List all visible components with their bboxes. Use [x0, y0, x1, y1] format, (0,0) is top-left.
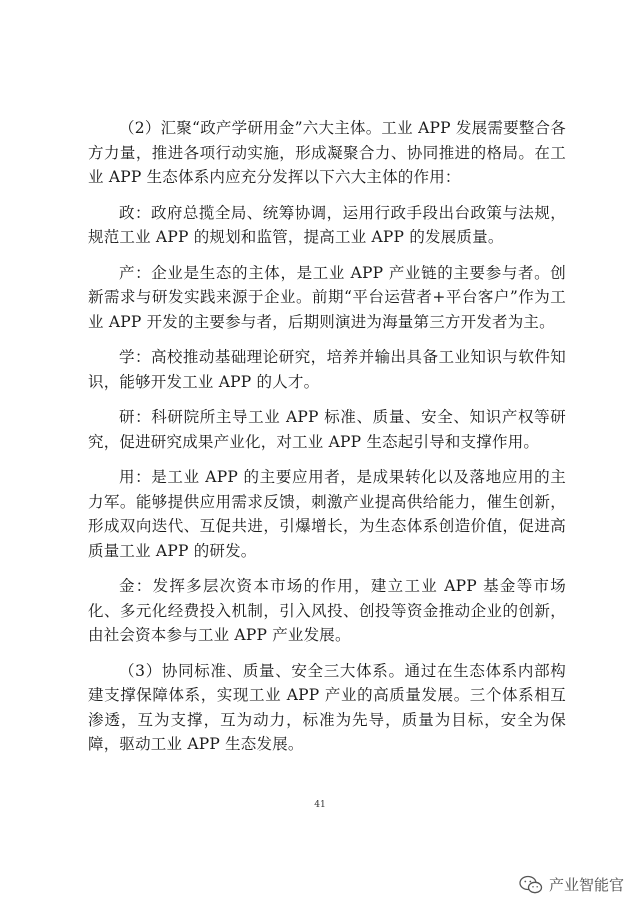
paragraph-users: 用：是工业 APP 的主要应用者，是成果转化以及落地应用的主力军。能够提供应用需求反馈，刺激产业提高供给能力，催生创新，形成双向迭代、互促共进，引爆增长，为生态体系创造价值，促进高质量工业 APP 的研发。: [88, 468, 566, 560]
page-number: 41: [314, 800, 326, 810]
paragraph-government: 政：政府总揽全局、统筹协调，运用行政手段出台政策与法规，规范工业 APP 的规划和监管，提高工业 APP 的发展质量。: [88, 203, 566, 246]
wechat-icon: [519, 875, 543, 895]
body-text: [88, 116, 566, 768]
paragraph-academia: 学：高校推动基础理论研究，培养并输出具备工业知识与软件知识，能够开发工业 APP 的人才。: [88, 348, 566, 391]
paragraph-industry: 产：企业是生态的主体，是工业 APP 产业链的主要参与者。创新需求与研发实践来源于企业。前期“平台运营者+平台客户”作为工业 APP 开发的主要参与者，后期则演进为海量第三方开发者为主。: [88, 263, 566, 331]
paragraph-three-systems: （3）协同标准、质量、安全三大体系。通过在生态体系内部构建支撑保障体系，实现工业 APP 产业的高质量发展。三个体系相互渗透，互为支撑，互为动力，标准为先导，质量为目标，安全为保障，驱动工业 APP 生态发展。: [88, 661, 566, 753]
watermark: [519, 874, 624, 895]
watermark-text: 产业智能官: [548, 876, 624, 894]
paragraph-six-subjects: （2）汇聚“政产学研用金”六大主体。工业 APP 发展需要整合各方力量，推进各项行动实施，形成凝聚合力、协同推进的格局。在工业 APP 生态体系内应充分发挥以下六大主体的作用：: [88, 119, 566, 186]
paragraph-research: 研：科研院所主导工业 APP 标准、质量、安全、知识产权等研究，促进研究成果产业化，对工业 APP 生态起引导和支撑作用。: [88, 408, 566, 451]
paragraph-finance: 金：发挥多层次资本市场的作用，建立工业 APP 基金等市场化、多元化经费投入机制，引入风投、创投等资金推动企业的创新，由社会资本参与工业 APP 产业发展。: [88, 577, 566, 644]
